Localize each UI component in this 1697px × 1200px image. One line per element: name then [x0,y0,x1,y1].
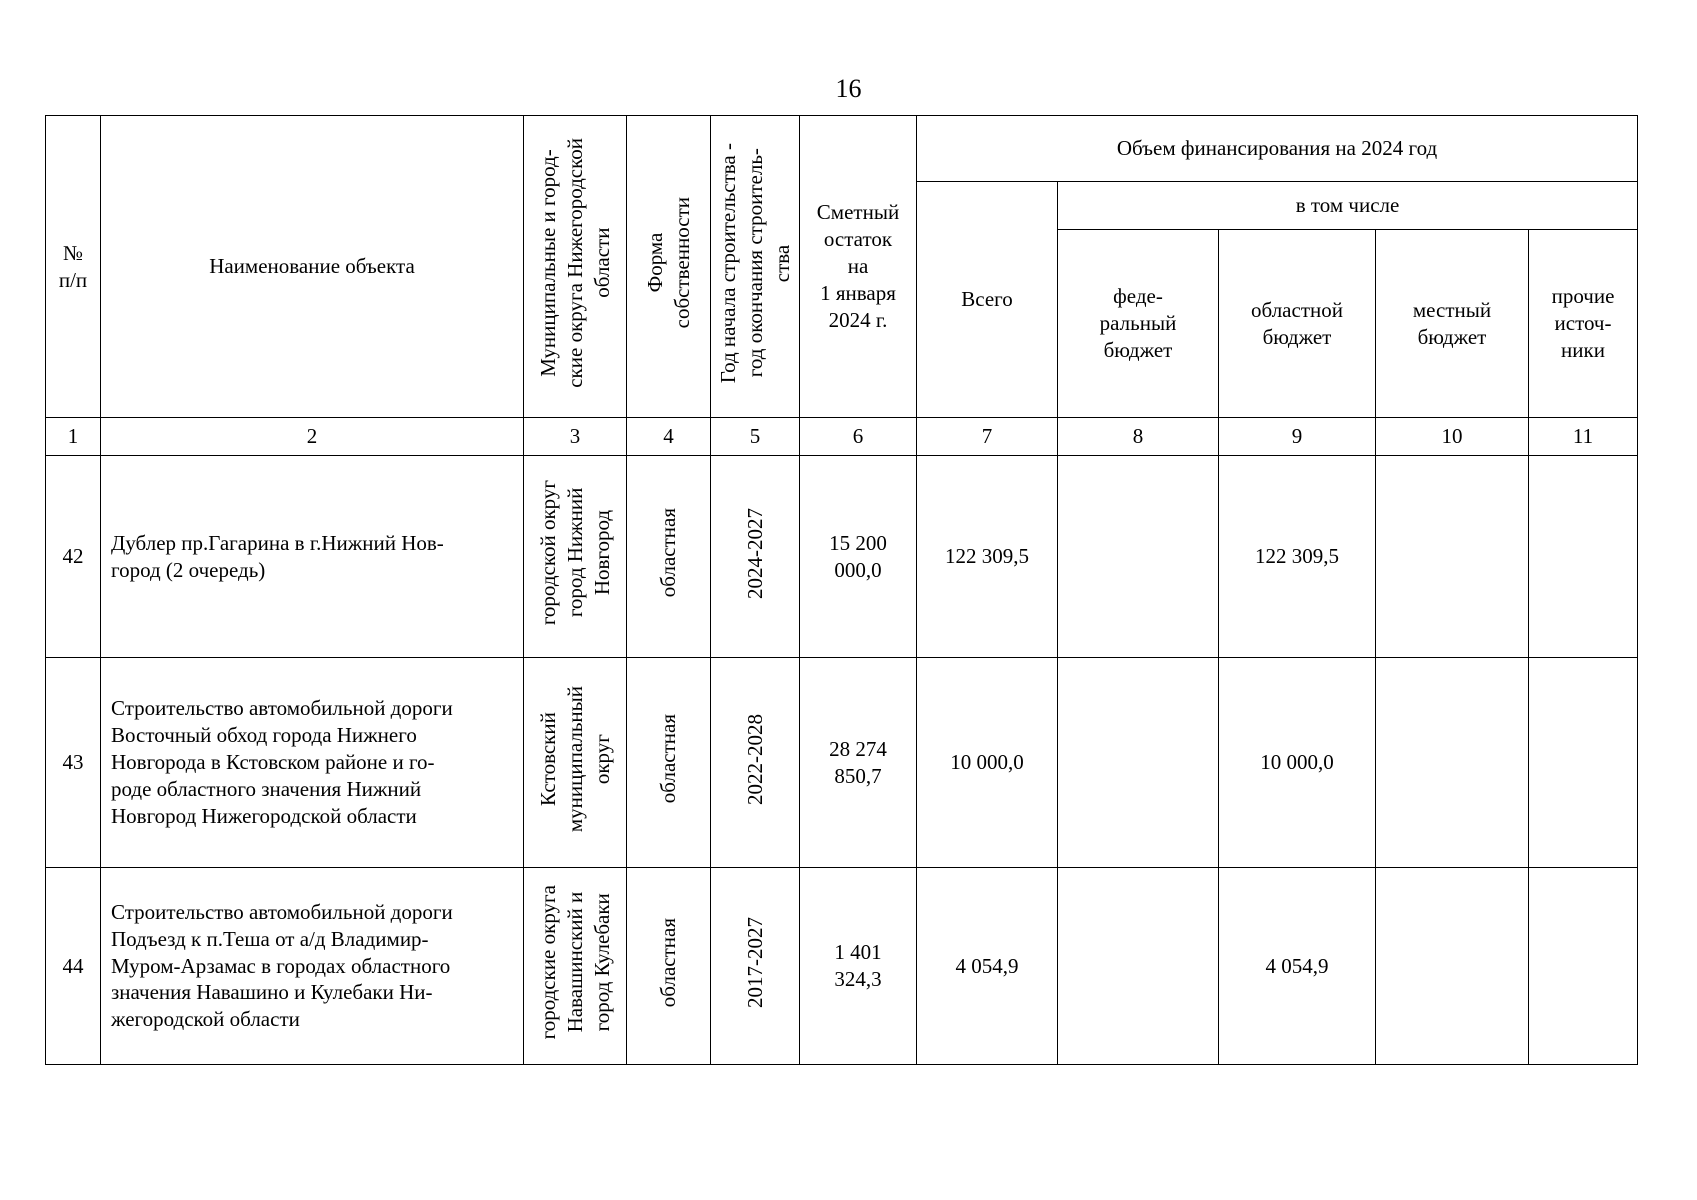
row-num: 43 [46,658,101,868]
column-number: 5 [711,418,800,456]
ownership-form: областная [627,868,711,1065]
funding-total: 4 054,9 [917,868,1058,1065]
header-construction-years: Год начала строительства - год окончания строитель- ства [711,116,800,418]
funding-regional: 10 000,0 [1219,658,1376,868]
ownership-form: областная [627,456,711,658]
funding-local [1376,658,1529,868]
column-number: 6 [800,418,917,456]
table-row [46,868,1638,1065]
header-object-name: Наименование объекта [101,116,524,418]
ownership-form: областная [627,658,711,868]
column-number-row [46,418,1638,456]
row-num: 44 [46,868,101,1065]
municipality: Кстовский муниципальный округ [524,658,627,868]
funding-total: 122 309,5 [917,456,1058,658]
estimate-remaining: 28 274 850,7 [800,658,917,868]
construction-years: 2022-2028 [711,658,800,868]
funding-other [1529,658,1638,868]
funding-federal [1058,658,1219,868]
header-regional-budget: областной бюджет [1219,230,1376,418]
header-local-budget: местный бюджет [1376,230,1529,418]
header-federal-budget: феде- ральный бюджет [1058,230,1219,418]
column-number: 10 [1376,418,1529,456]
column-number: 1 [46,418,101,456]
row-num: 42 [46,456,101,658]
funding-other [1529,456,1638,658]
column-number: 7 [917,418,1058,456]
header-municipality: Муниципальные и город- ские округа Нижегородской области [524,116,627,418]
funding-local [1376,868,1529,1065]
column-number: 9 [1219,418,1376,456]
header-funding-volume: Объем финансирования на 2024 год [917,116,1638,182]
construction-years: 2017-2027 [711,868,800,1065]
column-number: 11 [1529,418,1638,456]
municipality: городской округ город Нижний Новгород [524,456,627,658]
estimate-remaining: 1 401 324,3 [800,868,917,1065]
column-number: 2 [101,418,524,456]
municipality: городские округа Навашинский и город Кулебаки [524,868,627,1065]
funding-regional: 122 309,5 [1219,456,1376,658]
funding-federal [1058,456,1219,658]
column-number: 8 [1058,418,1219,456]
construction-years: 2024-2027 [711,456,800,658]
estimate-remaining: 15 200 000,0 [800,456,917,658]
header-ownership: Форма собственности [627,116,711,418]
column-number: 3 [524,418,627,456]
header-other-sources: прочие источ- ники [1529,230,1638,418]
header-total: Всего [917,182,1058,418]
table-row [46,456,1638,658]
funding-total: 10 000,0 [917,658,1058,868]
header-including: в том числе [1058,182,1638,230]
object-name: Строительство автомобильной дороги Подъезд к п.Теша от а/д Владимир- Муром-Арзамас в городах областного значения Навашино и Кулебаки Ни- жегородской области [101,868,524,1065]
column-number: 4 [627,418,711,456]
object-name: Дублер пр.Гагарина в г.Нижний Нов- город (2 очередь) [101,456,524,658]
financing-table [45,115,1638,1065]
page-number: 16 [835,74,862,103]
funding-other [1529,868,1638,1065]
funding-federal [1058,868,1219,1065]
header-estimate-remaining: Сметный остаток на 1 января 2024 г. [800,116,917,418]
table-row [46,658,1638,868]
funding-local [1376,456,1529,658]
header-num: № п/п [46,116,101,418]
funding-regional: 4 054,9 [1219,868,1376,1065]
object-name: Строительство автомобильной дороги Восточный обход города Нижнего Новгорода в Кстовском районе и го- роде областного значения Нижний Новгород Нижегородской области [101,658,524,868]
